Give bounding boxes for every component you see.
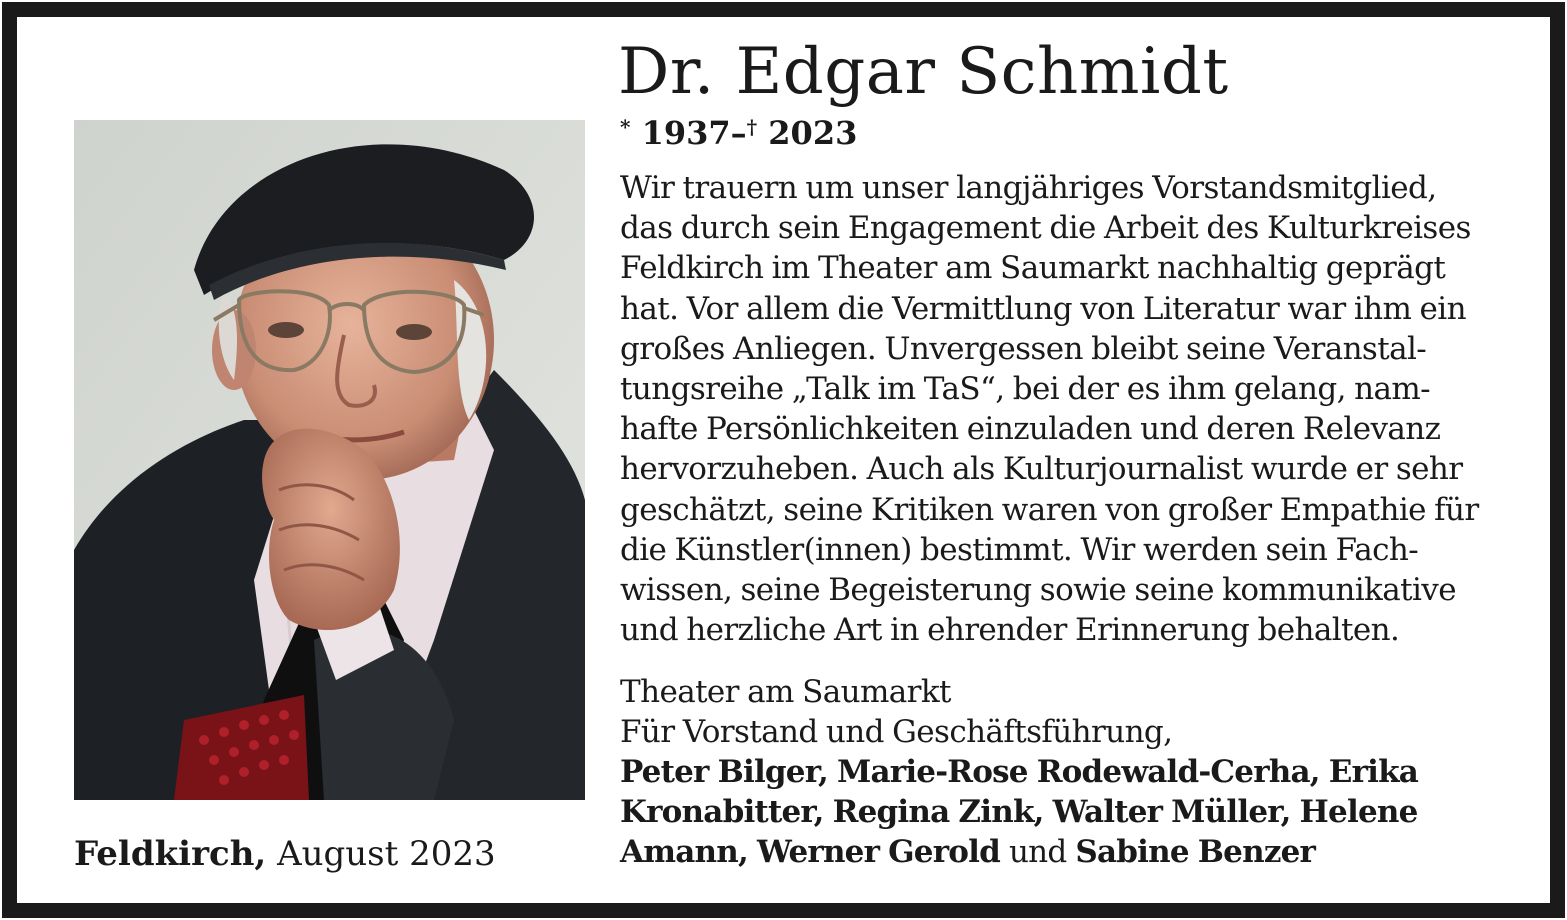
signatory-names-line: Kronabitter, Regina Zink, Walter Müller, Helene [620, 794, 1418, 830]
date: August 2023 [277, 834, 496, 874]
place: Feldkirch, [74, 834, 267, 874]
text-line: und herzliche Art in ehrender Erinnerung behalten. [620, 612, 1400, 649]
conjunction: und [1009, 834, 1067, 870]
text-line: großes Anliegen. Unvergessen bleibt seine Veranstal- [620, 330, 1427, 367]
dates-dash: – [730, 114, 747, 152]
birth-year: 1937 [641, 114, 731, 152]
organization-name: Theater am Saumarkt [620, 674, 951, 710]
signatory-names-line [620, 832, 1520, 872]
text-line: hafte Persönlichkeiten einzuladen und deren Relevanz [620, 411, 1441, 448]
text-line: wissen, seine Begeisterung sowie seine kommunikative [620, 572, 1456, 609]
signatory-names: Amann, Werner Gerold [620, 834, 1000, 870]
place-and-date [74, 832, 496, 876]
deceased-name: Dr. Edgar Schmidt [618, 35, 1229, 109]
portrait-photo [74, 120, 585, 800]
on-behalf-line: Für Vorstand und Geschäftsführung, [620, 714, 1173, 750]
text-line: Feldkirch im Theater am Saumarkt nachhaltig geprägt [620, 250, 1446, 287]
text-line: das durch sein Engagement die Arbeit des Kulturkreises [620, 210, 1471, 247]
life-dates [620, 110, 857, 156]
birth-symbol: * [620, 115, 631, 139]
signature-block [620, 672, 1520, 872]
obituary-text [620, 168, 1520, 650]
signatory-names-line: Peter Bilger, Marie-Rose Rodewald-Cerha, Erika [620, 754, 1419, 790]
text-line: hervorzuheben. Auch als Kulturjournalist wurde er sehr [620, 451, 1463, 488]
death-symbol: † [746, 115, 758, 139]
last-signatory: Sabine Benzer [1075, 834, 1316, 870]
death-year: 2023 [768, 114, 858, 152]
text-line: hat. Vor allem die Vermittlung von Literatur war ihm ein [620, 290, 1466, 327]
text-line: tungsreihe „Talk im TaS“, bei der es ihm gelang, nam- [620, 371, 1431, 408]
text-line: geschätzt, seine Kritiken waren von großer Empathie für [620, 491, 1479, 528]
text-line: Wir trauern um unser langjähriges Vorstandsmitglied, [620, 170, 1437, 206]
text-line: die Künstler(innen) bestimmt. Wir werden sein Fach- [620, 531, 1419, 568]
